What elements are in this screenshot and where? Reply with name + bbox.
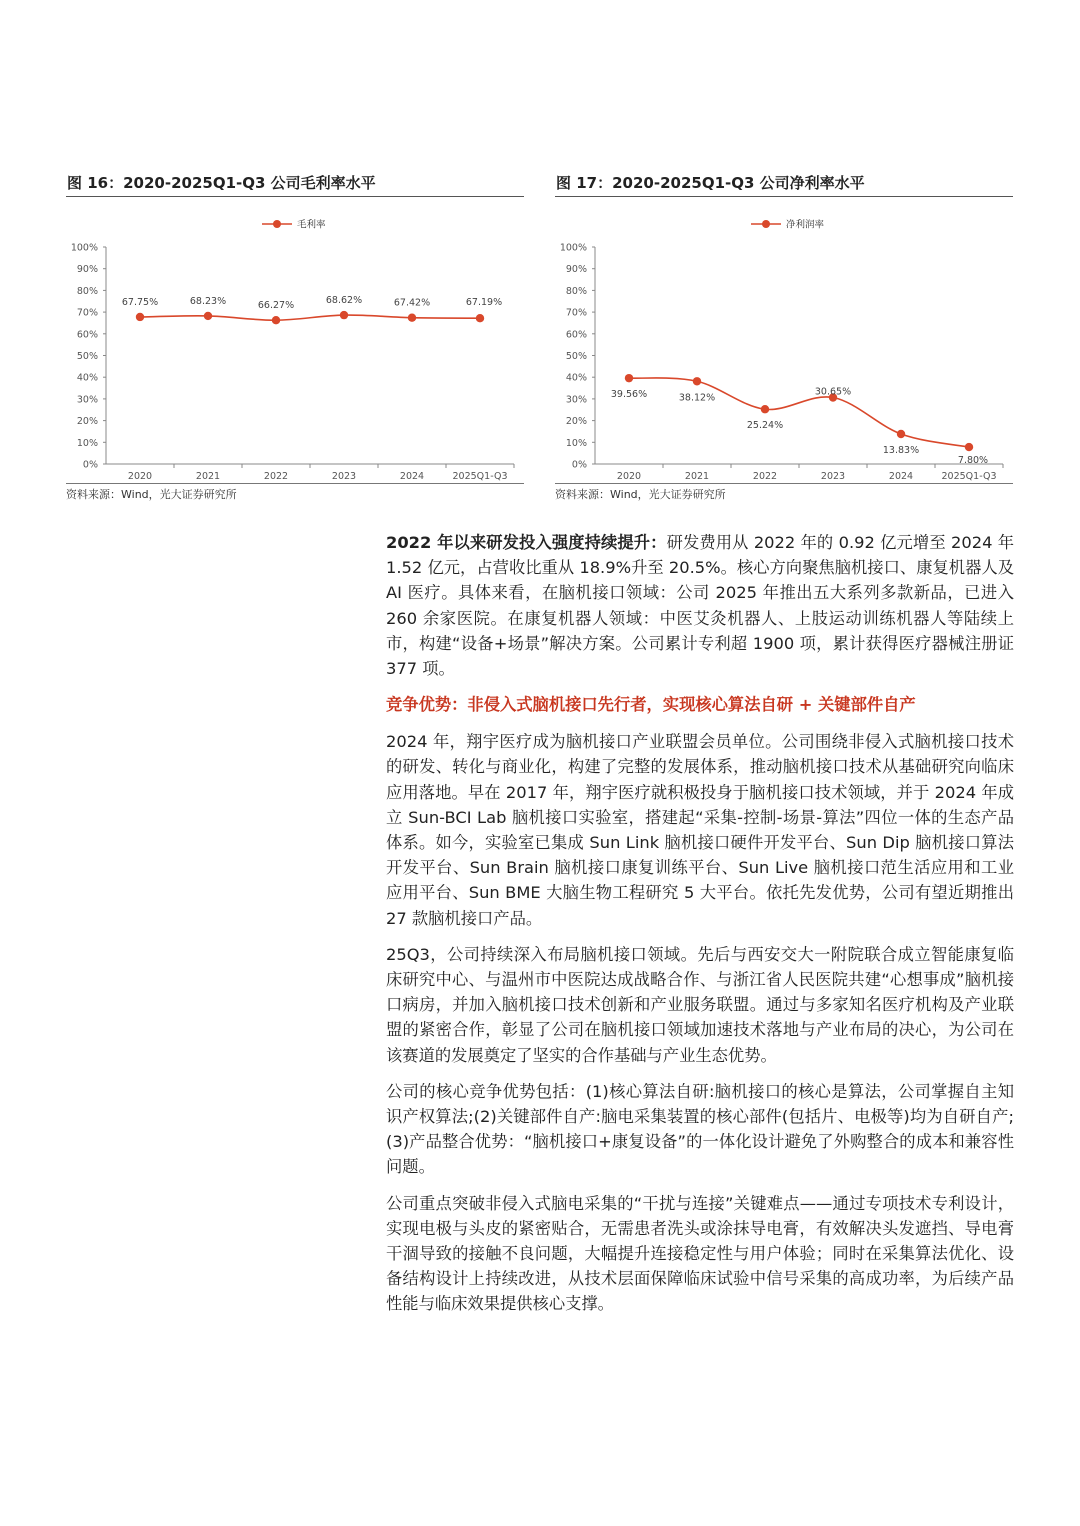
paragraph-bci-alliance: 2024 年，翔宇医疗成为脑机接口产业联盟会员单位。公司围绕非侵入式脑机接口技术的研发、转化与商业化，构建了完整的发展体系，推动脑机接口技术从基础研究向临床应用落地。早在 2017 年，翔宇医疗就积极投身于脑机接口技术领域，并于 2024 年成立 Sun-BCI Lab 脑机接口实验室，搭建起“采集-控制-场景-算法”四位一体的生态产品体系。如今，实验室已集成 Sun Link 脑机接口硬件开发平台、Sun Dip 脑机接口算法开发平台、Sun Brain 脑机接口康复训练平台、Sun Live 脑机接口范生活应用和工业应用平台、Sun BME 大脑生物工程研究 5 大平台。依托先发优势，公司有望近期推出 27 款脑机接口产品。 bbox=[386, 732, 1014, 928]
x-tick-label: 2022 bbox=[752, 471, 778, 482]
legend-marker bbox=[273, 220, 281, 228]
gross-margin-chart bbox=[66, 200, 524, 482]
paragraph-core-advantages: 公司的核心竞争优势包括：(1)核心算法自研:脑机接口的核心是算法，公司掌握自主知识产权算法;(2)关键部件自产:脑电采集装置的核心部件(包括片、电极等)均为自研自产;(3)产品整合优势：“脑机接口+康复设备”的一体化设计避免了外购整合的成本和兼容性问题。 bbox=[386, 1081, 1014, 1177]
y-tick-label: 60% bbox=[76, 329, 98, 341]
data-point bbox=[693, 377, 701, 385]
y-tick-label: 30% bbox=[565, 394, 587, 406]
data-point bbox=[204, 312, 212, 320]
data-label: 30.65% bbox=[814, 386, 852, 398]
y-tick-label: 10% bbox=[76, 437, 98, 449]
data-label: 67.75% bbox=[121, 296, 159, 308]
x-tick-label: 2023 bbox=[331, 471, 357, 482]
series-line bbox=[140, 315, 480, 320]
y-tick-label: 60% bbox=[565, 329, 587, 341]
legend-label: 净利润率 bbox=[786, 219, 825, 231]
x-tick-label: 2024 bbox=[888, 471, 914, 482]
y-tick-label: 40% bbox=[565, 372, 587, 384]
y-tick-label: 100% bbox=[70, 242, 98, 254]
paragraph-eeg-breakthrough: 公司重点突破非侵入式脑电采集的“干扰与连接”关键难点——通过专项技术专利设计，实现电极与头皮的紧密贴合，无需患者洗头或涂抹导电膏，有效解决头发遮挡、导电膏干涸导致的接触不良问题，大幅提升连接稳定性与用户体验；同时在采集算法优化、设备结构设计上持续改进，从技术层面保障临床试验中信号采集的高成功率，为后续产品性能与临床效果提供核心支撑。 bbox=[386, 1193, 1014, 1314]
data-label: 68.23% bbox=[189, 295, 227, 307]
data-point bbox=[272, 316, 280, 324]
x-tick-label: 2025Q1-Q3 bbox=[941, 471, 997, 482]
y-tick-label: 10% bbox=[565, 437, 587, 449]
figure-16 bbox=[66, 170, 524, 502]
x-tick-label: 2020 bbox=[616, 471, 642, 482]
chart-legend bbox=[262, 219, 326, 231]
y-tick-label: 50% bbox=[565, 351, 587, 362]
series-line bbox=[629, 378, 969, 447]
data-label: 39.56% bbox=[610, 389, 648, 401]
data-label: 25.24% bbox=[746, 420, 784, 432]
data-label: 67.42% bbox=[393, 297, 431, 309]
y-tick-label: 30% bbox=[76, 394, 98, 406]
data-point bbox=[340, 311, 348, 319]
y-tick-label: 100% bbox=[559, 242, 587, 254]
y-tick-label: 70% bbox=[565, 307, 587, 319]
data-label: 38.12% bbox=[678, 392, 716, 404]
x-tick-label: 2025Q1-Q3 bbox=[452, 471, 508, 482]
y-tick-label: 70% bbox=[76, 307, 98, 319]
net-margin-chart bbox=[555, 200, 1013, 482]
y-tick-label: 40% bbox=[76, 372, 98, 384]
data-point bbox=[897, 430, 905, 438]
y-tick-label: 0% bbox=[571, 459, 587, 471]
data-label: 66.27% bbox=[257, 300, 295, 312]
data-point bbox=[476, 314, 484, 322]
legend-marker bbox=[762, 220, 770, 228]
y-tick-label: 80% bbox=[565, 285, 587, 297]
figure-source: 资料来源：Wind，光大证券研究所 bbox=[66, 483, 524, 502]
figure-17 bbox=[555, 170, 1013, 502]
paragraph-rd bbox=[386, 530, 1014, 681]
data-label: 67.19% bbox=[465, 297, 503, 309]
data-point bbox=[965, 443, 973, 451]
data-point bbox=[761, 405, 769, 413]
data-point bbox=[408, 313, 416, 321]
y-tick-label: 90% bbox=[76, 264, 98, 276]
paragraph-25q3: 25Q3，公司持续深入布局脑机接口领域。先后与西安交大一附院联合成立智能康复临床研究中心、与温州市中医院达成战略合作、与浙江省人民医院共建“心想事成”脑机接口病房，并加入脑机接口技术创新和产业服务联盟。通过与多家知名医疗机构及产业联盟的紧密合作，彰显了公司在脑机接口领域加速技术落地与产业布局的决心，为公司在该赛道的发展奠定了坚实的合作基础与产业生态优势。 bbox=[386, 944, 1014, 1065]
figure-source: 资料来源：Wind，光大证券研究所 bbox=[555, 483, 1013, 502]
y-tick-label: 50% bbox=[76, 351, 98, 362]
y-tick-label: 20% bbox=[565, 416, 587, 428]
y-tick-label: 0% bbox=[82, 459, 98, 471]
data-label: 13.83% bbox=[882, 444, 920, 456]
x-tick-label: 2021 bbox=[684, 471, 710, 482]
figure-title: 图 17：2020-2025Q1-Q3 公司净利率水平 bbox=[555, 170, 1013, 197]
y-tick-label: 90% bbox=[565, 264, 587, 276]
data-point bbox=[136, 313, 144, 321]
x-tick-label: 2020 bbox=[127, 471, 153, 482]
paragraph-lead: 2022 年以来研发投入强度持续提升： bbox=[386, 533, 667, 552]
paragraph-body: 研发费用从 2022 年的 0.92 亿元增至 2024 年 1.52 亿元，占营收比重从 18.9%升至 20.5%。核心方向聚焦脑机接口、康复机器人及 AI 医疗。具体来看，在脑机接口领域：公司 2025 年推出五大系列多款新品，已进入 260 余家医院。在康复机器人领域：中医艾灸机器人、上肢运动训练机器人等陆续上市，构建“设备+场景”解决方案。公司累计专利超 1900 项，累计获得医疗器械注册证 377 项。 bbox=[386, 533, 1014, 679]
y-tick-label: 80% bbox=[76, 285, 98, 297]
data-label: 7.80% bbox=[957, 455, 989, 467]
y-tick-label: 20% bbox=[76, 416, 98, 428]
legend-label: 毛利率 bbox=[297, 219, 326, 231]
x-tick-label: 2021 bbox=[195, 471, 221, 482]
chart-legend bbox=[751, 219, 825, 231]
x-tick-label: 2023 bbox=[820, 471, 846, 482]
section-heading: 竞争优势：非侵入式脑机接口先行者，实现核心算法自研 + 关键部件自产 bbox=[386, 695, 916, 715]
data-point bbox=[625, 374, 633, 382]
data-label: 68.62% bbox=[325, 295, 363, 307]
x-tick-label: 2022 bbox=[263, 471, 289, 482]
figure-title: 图 16：2020-2025Q1-Q3 公司毛利率水平 bbox=[66, 170, 524, 197]
body-text bbox=[386, 530, 1014, 1328]
x-tick-label: 2024 bbox=[399, 471, 425, 482]
